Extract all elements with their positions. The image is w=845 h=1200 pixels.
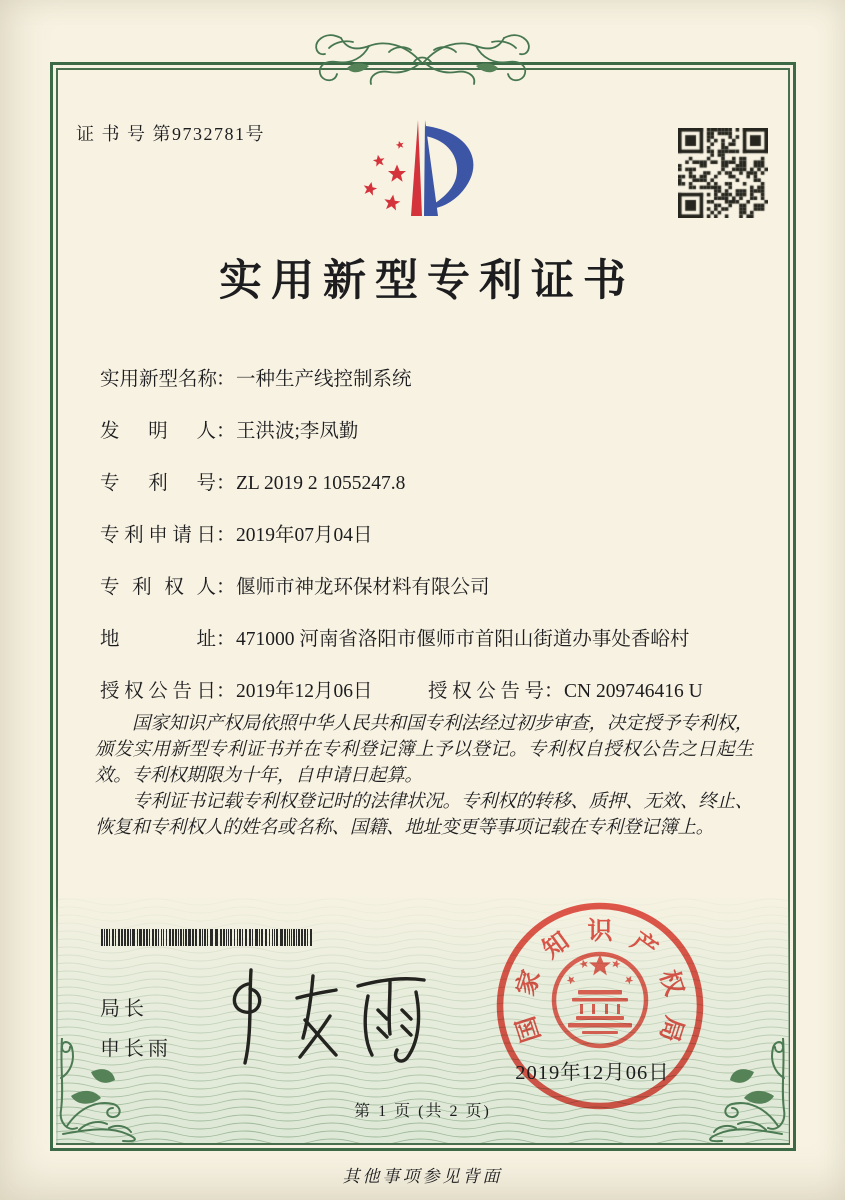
field-row-address: [100, 623, 689, 651]
field-value: 王洪波;李凤勤: [236, 421, 359, 442]
field-label: 实用新型名称: [100, 369, 218, 390]
svg-text:权: 权: [654, 966, 688, 1000]
legal-paragraph-2: 专利证书记载专利权登记时的法律状况。专利权的转移、质押、无效、终止、恢复和专利权人的姓名或名称、国籍、地址变更等事项记载在专利登记簿上。: [95, 792, 753, 838]
svg-text:家: 家: [512, 966, 546, 1000]
field-row-inventor: [100, 415, 358, 443]
seal-date: 2019年12月06日: [515, 1062, 670, 1084]
field-value: 2019年07月04日: [236, 525, 373, 546]
page-number: 第 1 页 (共 2 页): [354, 1103, 491, 1120]
svg-text:知: 知: [538, 927, 575, 965]
barcode: [101, 929, 321, 946]
colon: ：: [216, 681, 236, 702]
svg-text:局: 局: [654, 1012, 688, 1046]
legal-text-block: [95, 711, 753, 841]
grant-date-field: [100, 681, 373, 702]
officer-name: 申长雨: [100, 1038, 172, 1060]
field-label: 地址: [100, 629, 216, 650]
field-row-patent-no: [100, 467, 405, 495]
back-side-note: 其他事项参见背面: [342, 1167, 503, 1186]
field-label: 发明人: [100, 421, 216, 442]
field-row-filing-date: [100, 519, 373, 547]
legal-paragraph-1: 国家知识产权局依照中华人民共和国专利法经过初步审查，决定授予专利权，颁发实用新型专利证书并在专利登记簿上予以登记。专利权自授权公告之日起生效。专利权期限为十年，自申请日起算。: [95, 714, 753, 786]
dragon-top-ornament: [295, 28, 550, 88]
field-row-name: [100, 363, 412, 391]
colon: ：: [216, 525, 236, 546]
field-value: CN 209746416 U: [564, 681, 703, 702]
colon: ：: [216, 473, 236, 494]
field-label: 授权公告号: [428, 681, 544, 702]
svg-text:产: 产: [625, 927, 662, 965]
svg-text:识: 识: [587, 918, 613, 945]
colon: ：: [544, 681, 564, 702]
cnipa-logo: [348, 112, 498, 228]
field-value: ZL 2019 2 1055247.8: [236, 473, 406, 494]
colon: ：: [216, 577, 236, 598]
field-value: 471000 河南省洛阳市偃师市首阳山街道办事处香峪村: [236, 629, 690, 650]
colon: ：: [216, 421, 236, 442]
colon: ：: [216, 629, 236, 650]
field-row-grant: [100, 675, 703, 703]
field-label: 授权公告日: [100, 681, 216, 702]
field-value: 2019年12月06日: [236, 681, 373, 702]
flourish-bottom-right-ornament: [704, 1038, 788, 1144]
field-value: 偃师市神龙环保材料有限公司: [236, 577, 490, 598]
certificate-number: 证 书 号 第9732781号: [76, 124, 265, 144]
field-label: 专利号: [100, 473, 216, 494]
field-row-patentee: [100, 571, 490, 599]
officer-title: 局长: [100, 998, 148, 1020]
field-label: 专利申请日: [100, 525, 216, 546]
qr-code: [678, 128, 768, 218]
grant-no-field: [428, 675, 703, 703]
colon: ：: [216, 369, 236, 390]
field-label: 专利权人: [100, 577, 216, 598]
officer-signature-script: [218, 962, 438, 1072]
svg-text:国: 国: [512, 1012, 546, 1046]
field-value: 一种生产线控制系统: [236, 369, 412, 390]
certificate-title: 实用新型专利证书: [219, 258, 635, 305]
